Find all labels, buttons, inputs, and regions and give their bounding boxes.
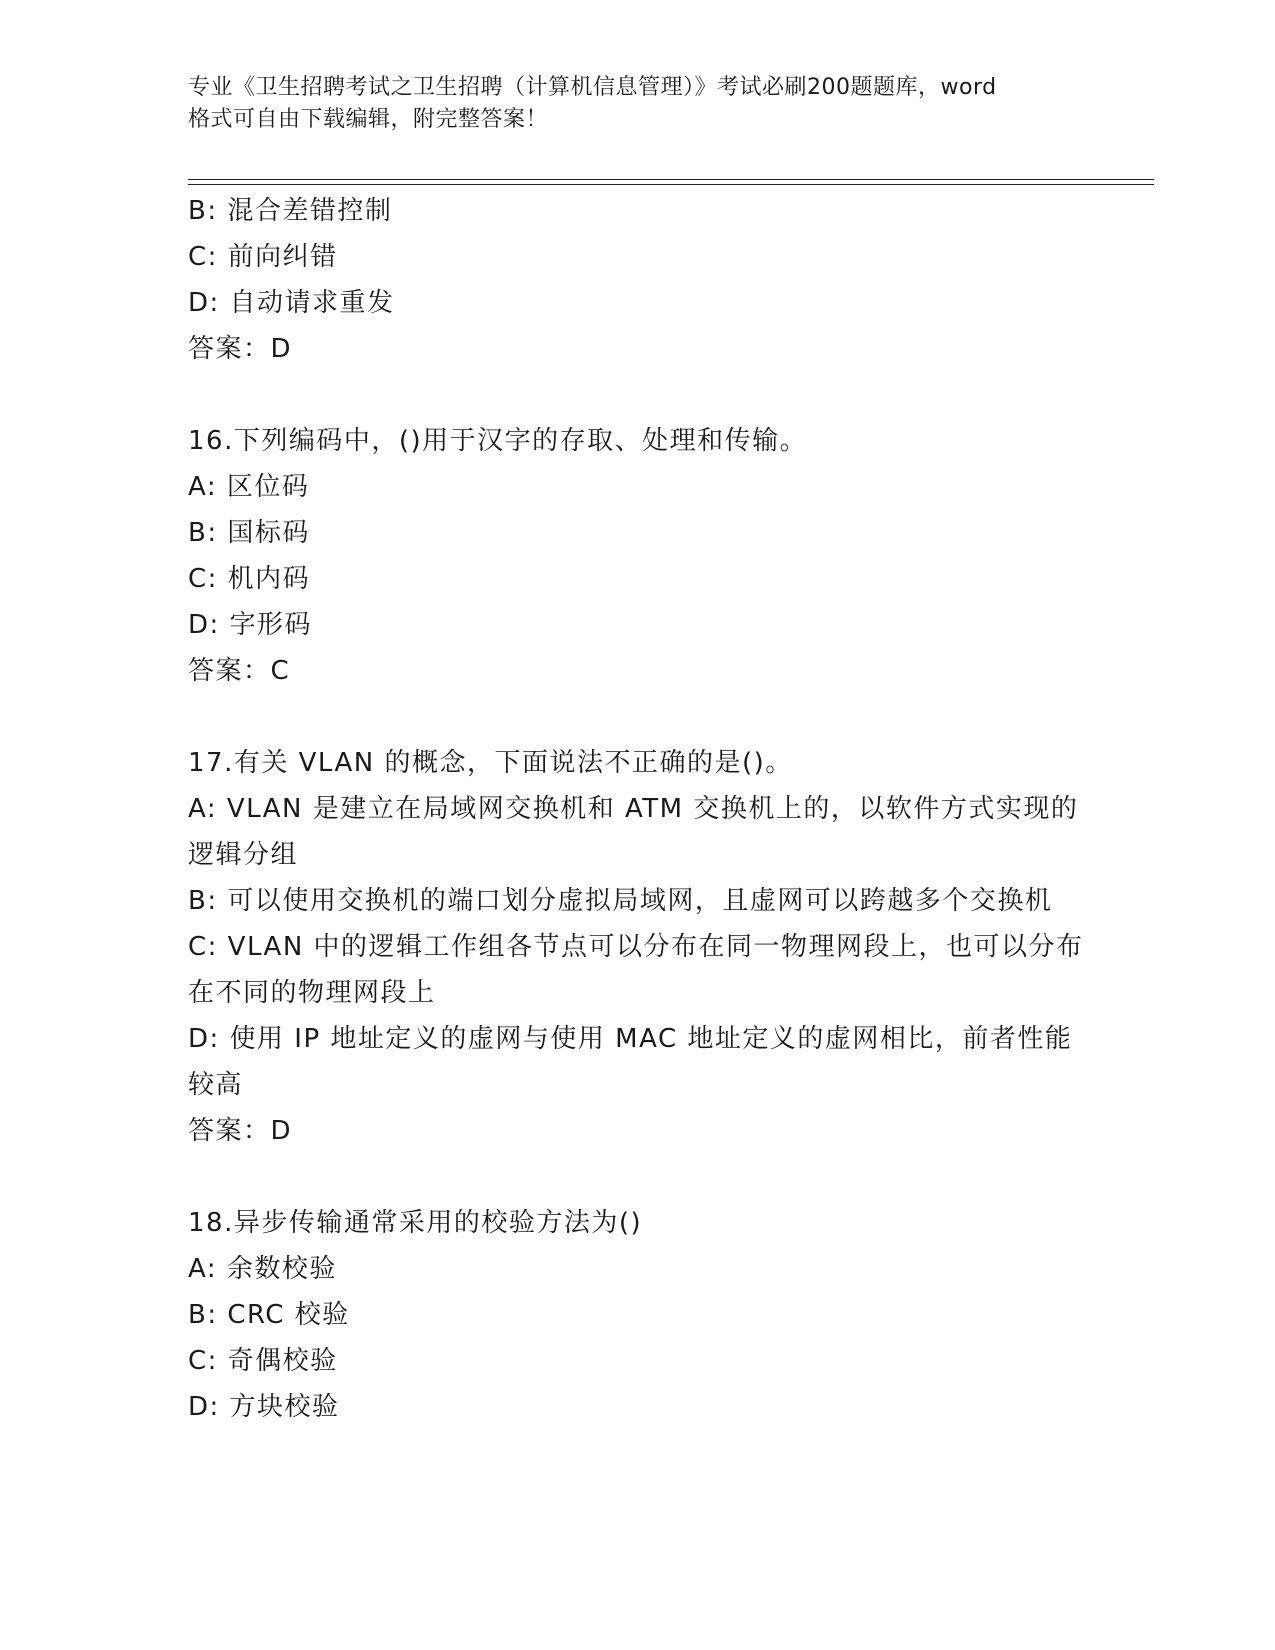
header-divider-top: [188, 179, 1154, 180]
question-17: [188, 740, 1088, 1154]
answer-line: 答案：D: [188, 334, 293, 364]
option-a: A: 余数校验: [188, 1254, 337, 1284]
question-18: [188, 1200, 1088, 1430]
option-b: B: 混合差错控制: [188, 196, 393, 226]
option-d: D: 字形码: [188, 610, 313, 640]
option-c: C: 前向纠错: [188, 242, 338, 272]
option-c: C: 奇偶校验: [188, 1346, 338, 1376]
answer-line: 答案：D: [188, 1116, 293, 1146]
option-d: D: 自动请求重发: [188, 288, 395, 318]
option-a: A: VLAN 是建立在局域网交换机和 ATM 交换机上的，以软件方式实现的逻辑分组: [188, 794, 1079, 870]
question-stem: 17.有关 VLAN 的概念，下面说法不正确的是()。: [188, 748, 793, 778]
option-b: B: 可以使用交换机的端口划分虚拟局域网，且虚网可以跨越多个交换机: [188, 886, 1053, 916]
option-a: A: 区位码: [188, 472, 310, 502]
option-c: C: VLAN 中的逻辑工作组各节点可以分布在同一物理网段上，也可以分布在不同的物理网段上: [188, 932, 1084, 1008]
question-16: [188, 418, 1088, 694]
option-d: D: 方块校验: [188, 1392, 340, 1422]
question-stem: 18.异步传输通常采用的校验方法为(): [188, 1208, 643, 1238]
document-header: [188, 72, 1088, 136]
document-body: [188, 188, 1088, 1430]
answer-line: 答案：C: [188, 656, 291, 686]
option-d: D: 使用 IP 地址定义的虚网与使用 MAC 地址定义的虚网相比，前者性能较高: [188, 1024, 1073, 1100]
header-divider-bottom: [188, 184, 1154, 185]
option-c: C: 机内码: [188, 564, 311, 594]
header-line-2: 格式可自由下载编辑，附完整答案！: [188, 107, 549, 132]
option-b: B: 国标码: [188, 518, 310, 548]
header-line-1: 专业《卫生招聘考试之卫生招聘（计算机信息管理）》考试必刷200题题库，word: [188, 75, 997, 100]
partial-question-15: [188, 188, 1088, 372]
option-b: B: CRC 校验: [188, 1300, 350, 1330]
question-stem: 16.下列编码中，()用于汉字的存取、处理和传输。: [188, 426, 808, 456]
